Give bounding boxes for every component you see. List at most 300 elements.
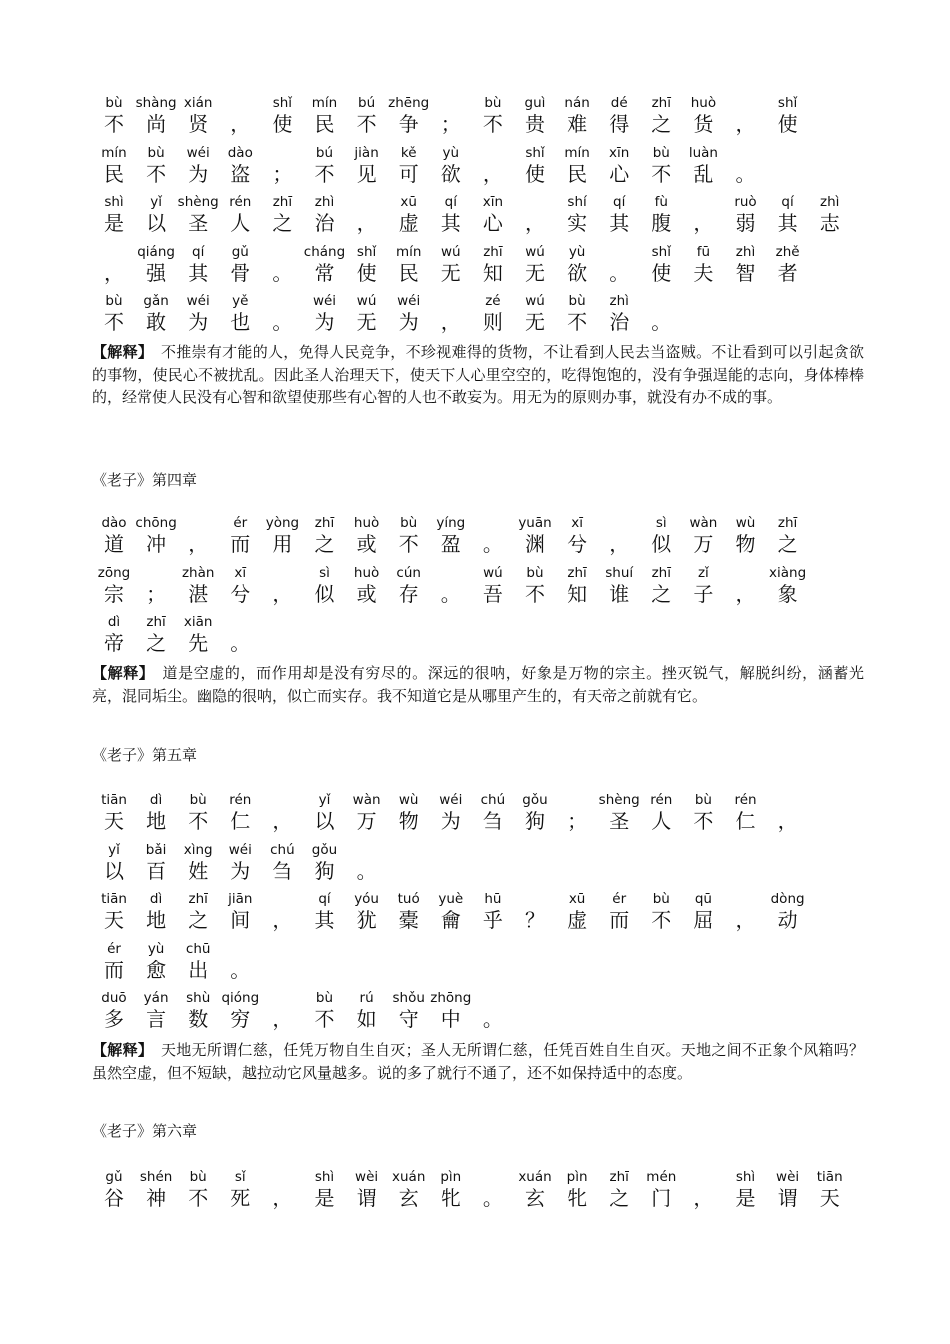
pinyin: wèi	[776, 1169, 800, 1185]
pinyin: cháng	[303, 243, 346, 260]
hanzi: 心	[609, 161, 630, 186]
pinyin: yuān	[518, 515, 552, 531]
hanzi: ，	[272, 809, 293, 833]
pinyin: bǎi	[145, 841, 167, 858]
hanzi: 兮	[230, 581, 251, 606]
pinyin: bù	[652, 891, 670, 908]
pinyin: zhàn	[181, 564, 215, 581]
hanzi: 是	[314, 1186, 335, 1210]
pinyin: bú	[358, 95, 376, 111]
pinyin: bù	[694, 792, 712, 808]
hanzi: 间	[230, 908, 251, 933]
hanzi: 无	[525, 310, 545, 335]
hanzi: ；	[146, 581, 167, 606]
hanzi: 如	[356, 1007, 377, 1032]
hanzi: 为	[440, 809, 461, 833]
hanzi: 渊	[525, 532, 545, 556]
hanzi: 狗	[314, 858, 335, 883]
pinyin: qí	[444, 194, 457, 211]
hanzi: 牝	[440, 1186, 461, 1210]
hanzi: 刍	[272, 858, 293, 883]
pinyin: yuè	[438, 891, 464, 908]
hanzi: 天	[819, 1186, 840, 1210]
hanzi: 愈	[146, 957, 167, 982]
pinyin: pìn	[440, 1169, 462, 1185]
hanzi: 不	[188, 1186, 209, 1210]
pinyin: qí	[613, 194, 626, 211]
chapter-heading: 《老子》第六章	[92, 1122, 198, 1140]
hanzi: 尚	[146, 112, 167, 136]
pinyin: tiān	[101, 792, 127, 808]
pinyin: hū	[484, 891, 502, 908]
pinyin: zhōng	[430, 990, 472, 1007]
hanzi: 盗	[230, 161, 251, 186]
pinyin: yóu	[354, 891, 379, 908]
hanzi: 湛	[188, 581, 209, 606]
pinyin: zhī	[609, 1169, 629, 1185]
hanzi: 虚	[567, 908, 588, 933]
hanzi: 。	[482, 532, 503, 556]
hanzi: 其	[188, 260, 209, 285]
hanzi: 知	[567, 581, 588, 606]
hanzi: 不	[104, 112, 124, 136]
pinyin: bú	[315, 144, 334, 161]
hanzi: 而	[609, 908, 630, 933]
hanzi: 骨	[230, 260, 251, 285]
pinyin: jiàn	[354, 144, 379, 161]
hanzi: 货	[693, 112, 714, 136]
hanzi: 多	[104, 1007, 124, 1032]
hanzi: 人	[651, 809, 672, 833]
pinyin: tiān	[816, 1169, 843, 1185]
hanzi: 人	[230, 211, 251, 236]
explanation-tag: 【解释】	[92, 664, 147, 682]
pinyin: rén	[650, 792, 673, 808]
pinyin: chú	[270, 841, 295, 858]
pinyin: zhì	[735, 243, 756, 260]
hanzi: 神	[146, 1186, 167, 1210]
pinyin: bù	[189, 792, 207, 808]
pinyin: shì	[104, 194, 124, 211]
hanzi: 无	[525, 260, 545, 285]
pinyin: sǐ	[234, 1169, 246, 1185]
pinyin: kě	[400, 144, 417, 161]
hanzi: 贵	[525, 112, 545, 136]
explanation-text: 道是空虚的，而作用却是没有穷尽的。深远的很呐，好象是万物的宗主。挫灭锐气，解脱纠纷，涵蓄光亮，混同垢尘。幽隐的很呐，似亡而实存。我不知道它是从哪里产生的，有天帝之前就有它。	[92, 664, 864, 705]
hanzi: 治	[609, 310, 630, 335]
hanzi: 不	[693, 809, 714, 833]
pinyin: gǔ	[105, 1169, 123, 1185]
pinyin: mín	[564, 144, 590, 161]
pinyin: qiáng	[137, 243, 175, 260]
pinyin: shàng	[135, 95, 177, 111]
hanzi: 出	[188, 957, 209, 982]
pinyin: bù	[400, 515, 418, 531]
pinyin: xīn	[482, 194, 504, 211]
pinyin: xī	[571, 515, 583, 531]
pinyin: bù	[652, 144, 670, 161]
pinyin: wú	[440, 243, 461, 260]
pinyin: shì	[735, 1169, 756, 1185]
hanzi: 物	[735, 532, 756, 556]
pinyin: fù	[654, 194, 668, 211]
hanzi: 不	[356, 112, 377, 136]
hanzi: ，	[440, 310, 461, 335]
hanzi: 民	[398, 260, 419, 285]
pinyin: duō	[101, 990, 127, 1007]
text-line	[0, 841, 950, 891]
text-line	[0, 193, 950, 243]
pinyin: zhī	[567, 564, 587, 581]
hanzi: 则	[482, 310, 503, 335]
pinyin: shǐ	[356, 243, 377, 260]
pinyin: qí	[318, 891, 331, 908]
hanzi: 犹	[356, 908, 377, 933]
text-line	[0, 292, 950, 342]
hanzi: 是	[735, 1186, 756, 1210]
hanzi: 之	[188, 908, 209, 933]
pinyin: shí	[567, 194, 587, 211]
pinyin: ruò	[734, 194, 757, 211]
pinyin: xián	[183, 95, 213, 111]
hanzi: 玄	[525, 1186, 545, 1210]
hanzi: 天	[104, 908, 124, 933]
hanzi: 狗	[525, 809, 545, 833]
pinyin: tiān	[101, 891, 127, 908]
hanzi: 心	[482, 211, 503, 236]
pinyin: wàn	[689, 515, 718, 531]
hanzi: ，	[230, 112, 251, 136]
hanzi: 得	[609, 112, 630, 136]
hanzi: 万	[356, 809, 377, 833]
hanzi: 不	[482, 112, 503, 136]
hanzi: 无	[440, 260, 461, 285]
hanzi: 之	[609, 1186, 630, 1210]
pinyin: gǔ	[231, 243, 249, 260]
hanzi: 中	[440, 1007, 461, 1032]
pinyin: zhēng	[388, 95, 430, 111]
hanzi: ，	[735, 581, 756, 606]
pinyin: xīn	[609, 144, 630, 161]
pinyin: wú	[525, 293, 545, 310]
pinyin: rén	[229, 792, 252, 808]
hanzi: 玄	[398, 1186, 419, 1210]
hanzi: 宗	[104, 581, 124, 606]
hanzi: 物	[398, 809, 419, 833]
hanzi: 。	[272, 310, 293, 335]
hanzi: 使	[651, 260, 672, 285]
hanzi: 穷	[230, 1007, 251, 1032]
pinyin: chōng	[135, 515, 177, 531]
pinyin: luàn	[688, 144, 718, 161]
pinyin: gǎn	[143, 293, 169, 310]
hanzi: 言	[146, 1007, 167, 1032]
hanzi: 吾	[482, 581, 503, 606]
hanzi: 之	[777, 532, 798, 556]
pinyin: shǒu	[392, 990, 425, 1007]
hanzi: 或	[356, 581, 377, 606]
hanzi: 帝	[104, 631, 124, 656]
pinyin: dòng	[770, 891, 805, 908]
chapter-heading: 《老子》第五章	[92, 746, 198, 764]
hanzi: 谓	[356, 1186, 377, 1210]
pinyin: ér	[107, 940, 121, 957]
pinyin: chú	[480, 792, 506, 808]
pinyin: zhī	[651, 564, 671, 581]
hanzi: 民	[104, 161, 124, 186]
hanzi: 谓	[777, 1186, 798, 1210]
hanzi: 似	[314, 581, 335, 606]
text-line	[0, 243, 950, 293]
text-line	[0, 144, 950, 194]
pinyin: xuán	[392, 1169, 426, 1185]
hanzi: 民	[567, 161, 588, 186]
pinyin: shèng	[598, 792, 640, 808]
pinyin-text-block	[0, 791, 950, 1039]
hanzi: 民	[314, 112, 335, 136]
pinyin: yě	[232, 293, 249, 310]
hanzi: ，	[272, 908, 293, 933]
hanzi: ，	[272, 1186, 293, 1210]
hanzi: 不	[398, 532, 419, 556]
explanation-tag: 【解释】	[92, 343, 146, 361]
pinyin: zhì	[609, 293, 629, 310]
text-line	[0, 791, 950, 841]
pinyin: yòng	[265, 515, 300, 531]
hanzi: 仁	[735, 809, 756, 833]
hanzi: 死	[230, 1186, 251, 1210]
pinyin: wéi	[228, 841, 252, 858]
hanzi: ；	[272, 161, 293, 186]
hanzi: 不	[104, 310, 124, 335]
pinyin: ér	[612, 891, 627, 908]
hanzi: 贤	[188, 112, 209, 136]
pinyin: xiān	[183, 614, 213, 631]
hanzi: 圣	[609, 809, 630, 833]
hanzi: 不	[567, 310, 588, 335]
pinyin: shù	[186, 990, 211, 1007]
pinyin: wù	[735, 515, 756, 531]
hanzi: 之	[651, 581, 672, 606]
hanzi: 其	[609, 211, 630, 236]
text-line	[0, 940, 950, 990]
hanzi: 不	[314, 1007, 335, 1032]
hanzi: 守	[398, 1007, 419, 1032]
hanzi: 。	[356, 858, 377, 883]
pinyin: bù	[147, 144, 165, 161]
pinyin: zhī	[272, 194, 293, 211]
pinyin: dì	[107, 614, 121, 631]
pinyin: sì	[319, 564, 330, 581]
pinyin: xū	[400, 194, 417, 211]
pinyin: shèng	[177, 194, 219, 211]
pinyin: bù	[105, 95, 123, 111]
pinyin: mín	[311, 95, 338, 111]
hanzi: 腹	[651, 211, 672, 236]
pinyin: bù	[105, 293, 123, 310]
hanzi: 弱	[735, 211, 756, 236]
hanzi: 为	[230, 858, 251, 883]
hanzi: 使	[356, 260, 377, 285]
hanzi: 牝	[567, 1186, 588, 1210]
hanzi: ，	[777, 809, 798, 833]
pinyin: xū	[568, 891, 586, 908]
pinyin: dì	[149, 891, 163, 908]
pinyin: qí	[781, 194, 794, 211]
explanation-text: 天地无所谓仁慈，任凭万物自生自灭；圣人无所谓仁慈，任凭百姓自生自灭。天地之间不正象个风箱吗？虽然空虚，但不短缺，越拉动它风量越多。说的多了就行不通了，还不如保持适中的态度。	[92, 1041, 864, 1082]
hanzi: 其	[440, 211, 461, 236]
pinyin: xuán	[518, 1169, 552, 1185]
pinyin: wàn	[352, 792, 381, 808]
pinyin: qióng	[221, 990, 260, 1007]
text-line	[0, 890, 950, 940]
hanzi: 谁	[609, 581, 630, 606]
pinyin: yù	[568, 243, 586, 260]
hanzi: 使	[272, 112, 293, 136]
hanzi: ，	[693, 211, 714, 236]
pinyin: xìng	[183, 841, 213, 858]
hanzi: 之	[651, 112, 672, 136]
hanzi: 以	[314, 809, 335, 833]
pinyin-text-block	[0, 94, 950, 342]
pinyin: bù	[189, 1169, 207, 1185]
hanzi: 不	[314, 161, 335, 186]
hanzi: 而	[230, 532, 251, 556]
hanzi: ；	[567, 809, 588, 833]
hanzi: 乎	[482, 908, 503, 933]
hanzi: 用	[272, 532, 293, 556]
hanzi: ，	[735, 908, 756, 933]
pinyin: zōng	[97, 564, 131, 581]
pinyin: bù	[315, 990, 334, 1007]
pinyin: zhī	[777, 515, 798, 531]
hanzi: 实	[567, 211, 588, 236]
hanzi: 之	[314, 532, 335, 556]
hanzi: 龠	[440, 908, 461, 933]
pinyin: zǐ	[697, 564, 709, 581]
hanzi: 。	[482, 1186, 503, 1210]
text-line	[0, 564, 950, 614]
hanzi: 。	[230, 957, 251, 982]
hanzi: 争	[398, 112, 419, 136]
hanzi: 。	[651, 310, 672, 335]
pinyin: zhī	[651, 95, 671, 111]
pinyin: huò	[353, 515, 380, 531]
hanzi: 先	[188, 631, 209, 656]
hanzi: 欲	[440, 161, 461, 186]
pinyin: dé	[610, 95, 628, 111]
hanzi: 使	[777, 112, 798, 136]
hanzi: 为	[188, 161, 209, 186]
hanzi: ？	[525, 908, 545, 933]
pinyin: wú	[525, 243, 545, 260]
hanzi: 也	[230, 310, 251, 335]
pinyin: dì	[149, 792, 163, 808]
hanzi: 无	[356, 310, 377, 335]
hanzi: 数	[188, 1007, 209, 1032]
hanzi: 。	[230, 631, 251, 656]
hanzi: 。	[272, 260, 293, 285]
pinyin: yán	[143, 990, 169, 1007]
pinyin: zhě	[775, 243, 800, 260]
hanzi: 之	[146, 631, 167, 656]
pinyin: yǐ	[108, 841, 120, 858]
pinyin: dào	[227, 144, 253, 161]
pinyin: zhì	[819, 194, 840, 211]
hanzi: 以	[146, 211, 167, 236]
pinyin: bù	[526, 564, 544, 581]
pinyin: sì	[655, 515, 667, 531]
hanzi: 刍	[482, 809, 503, 833]
explanation-paragraph	[92, 1039, 864, 1084]
hanzi: 不	[651, 908, 672, 933]
pinyin: zé	[485, 293, 501, 310]
hanzi: 地	[146, 809, 167, 833]
pinyin: chū	[185, 940, 211, 957]
pinyin: zhī	[314, 515, 335, 531]
hanzi: 冲	[146, 532, 167, 556]
hanzi: 为	[314, 310, 335, 335]
pinyin: cún	[396, 564, 421, 581]
pinyin: xī	[234, 564, 247, 581]
hanzi: 强	[146, 260, 167, 285]
hanzi: 或	[356, 532, 377, 556]
pinyin: shuí	[605, 564, 634, 581]
pinyin: pìn	[566, 1169, 588, 1185]
pinyin: mín	[101, 144, 127, 161]
pinyin: wéi	[186, 293, 210, 310]
hanzi: 可	[398, 161, 419, 186]
hanzi: 使	[525, 161, 545, 186]
pinyin: wù	[398, 792, 419, 808]
pinyin: wéi	[312, 293, 337, 310]
hanzi: 为	[398, 310, 419, 335]
hanzi: 。	[735, 161, 756, 186]
hanzi: ，	[104, 260, 124, 285]
pinyin: shǐ	[525, 144, 545, 161]
hanzi: ，	[693, 1186, 714, 1210]
hanzi: ，	[482, 161, 503, 186]
hanzi: 夫	[693, 260, 714, 285]
hanzi: 仁	[230, 809, 251, 833]
pinyin: zhī	[188, 891, 208, 908]
hanzi: 百	[146, 858, 167, 883]
pinyin: huò	[353, 564, 380, 581]
hanzi: 象	[777, 581, 798, 606]
pinyin: wéi	[439, 792, 463, 808]
pinyin: ér	[233, 515, 248, 531]
hanzi: 而	[104, 957, 124, 982]
hanzi: 不	[525, 581, 545, 606]
text-line	[0, 94, 950, 144]
hanzi: 虚	[398, 211, 419, 236]
pinyin: jiān	[228, 891, 253, 908]
pinyin-text-block	[0, 514, 950, 663]
hanzi: 不	[651, 161, 672, 186]
hanzi: 。	[440, 581, 461, 606]
pinyin: qí	[192, 243, 205, 260]
hanzi: 似	[651, 532, 672, 556]
hanzi: 道	[104, 532, 124, 556]
chapter-heading: 《老子》第四章	[92, 471, 198, 489]
hanzi: ，	[735, 112, 756, 136]
hanzi: 志	[819, 211, 840, 236]
pinyin: shì	[314, 1169, 335, 1185]
pinyin: wèi	[355, 1169, 379, 1185]
pinyin: qū	[694, 891, 712, 908]
hanzi: ，	[356, 211, 377, 236]
pinyin: tuó	[397, 891, 420, 908]
